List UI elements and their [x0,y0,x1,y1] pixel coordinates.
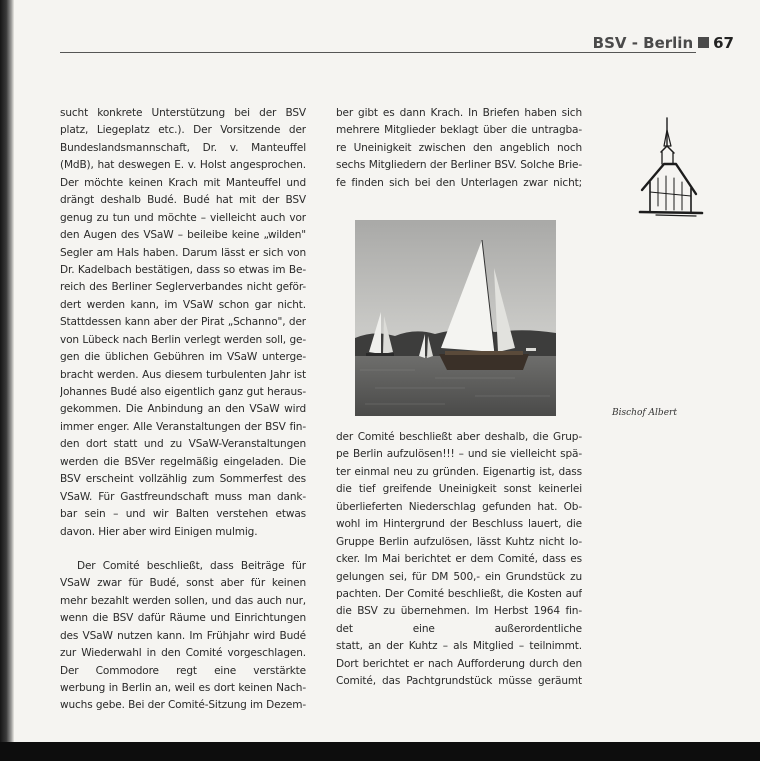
text-line: die BSV zu übernehmen. Im Herbst 1964 fin- [336,605,582,618]
text-line: bar sein – und wir Balten verstehen etwas [60,508,306,521]
left-column [60,105,306,715]
sailboats-photo [355,220,556,416]
page-number: 67 [713,34,734,52]
text-line: den dort statt und zu VSaW-Veranstaltungen [60,438,306,451]
text-line: Dr. Kadelbach bestätigen, dass so etwas im Be- [60,263,306,276]
chapel-sketch-icon [636,116,706,218]
text-line: Der Comité beschließt, dass Beiträge für [77,559,306,572]
text-line: ter einmal neu zu gründen. Eigenartig ist, dass [336,465,582,478]
text-line: ber gibt es dann Krach. In Briefen haben sich [336,107,582,119]
text-line: davon. Hier aber wird Einigen mulmig. [60,525,258,538]
text-line: re Uneinigkeit zwischen den angeblich noch [336,141,582,154]
square-bullet-icon [698,37,709,48]
text-line: det eine außerordentliche [336,622,582,635]
paragraph-gap [60,541,306,558]
text-line: Dort berichtet er nach Aufforderung durch den [336,657,582,670]
text-line: statt, an der Kuhtz – als Mitglied – teilnimmt. [336,640,582,653]
text-line: (MdB), hat deswegen E. v. Holst angesprochen. [60,159,306,172]
text-line: platz, Liegeplatz etc.). Der Vorsitzende der [60,124,306,137]
text-line: Johannes Budé also eigentlich ganz gut heraus- [60,386,306,398]
sailboats-on-lake-icon [355,220,556,416]
text-line: reich des Berliner Seglerverbandes nicht geför- [60,281,306,294]
text-line: werbung in Berlin an, weil es dort keinen Nach- [60,682,306,695]
text-line: Segler am Hals haben. Darum lässt er sich von [60,246,306,259]
text-line: der Comité beschließt aber deshalb, die Grup- [336,431,582,443]
chapel-sketch [636,116,706,218]
text-line: genug zu tun und möchte – vielleicht auch vor [60,211,306,224]
text-line: zur Wiederwahl in den Comité vorgeschlagen. [60,647,306,660]
text-line: cker. Im Mai berichtet er dem Comité, dass es [336,553,582,566]
header-rule [60,52,696,53]
scan-bottom-edge [0,742,760,761]
text-line: wohl im Hintergrund der Beschluss lauert, die [336,518,582,531]
running-head [593,34,734,52]
text-line: Der möchte keinen Krach mit Manteuffel und [60,176,306,189]
right-column-top [336,105,582,192]
text-line: Bundeslandsmannschaft, Dr. v. Manteuffel [60,141,306,154]
text-line: den Augen des VSaW – beileibe keine „wilden" [60,229,306,242]
text-line: gelungen sei, für DM 500,- ein Grundstück zu [336,570,582,583]
text-line: drängt deshalb Budé. Budé hat mit der BSV [60,194,306,207]
text-line: VSaW. Für Gastfreundschaft muss man dank- [60,490,306,503]
text-line: die tief greifende Uneinigkeit sonst keinerlei [336,483,582,496]
sidebar-caption: Bischof Albert [612,408,677,418]
text-line: mehr bezahlt werden sollen, und das auch nur, [60,594,306,607]
text-line: Gruppe Berlin aufzulösen, lässt Kuhtz nicht lo- [336,535,582,548]
text-line: überlieferten Niederschlag gefunden hat. Ob- [336,500,582,513]
right-paragraph-top [336,105,582,192]
text-line: pe Berlin aufzulösen!!! – und sie vielleicht spä- [336,448,582,461]
text-line: BSV erscheint vollzählig zum Sommerfest des [60,473,306,486]
right-column-bottom [336,429,582,691]
running-head-title: BSV - Berlin [592,34,694,52]
left-paragraph-1 [60,105,306,541]
text-line: gekommen. Die Anbindung an den VSaW wird [60,403,306,416]
text-line: des VSaW nutzen kann. Im Frühjahr wird Budé [60,629,306,642]
text-line: Stattdessen kann aber der Pirat „Schanno", der [60,316,306,329]
text-line: pachten. Der Comité beschließt, die Kosten auf [336,587,582,600]
text-line: gen die üblichen Gebühren im VSaW unterge- [60,351,306,364]
text-line: Comité, das Pachtgrundstück müsse geräumt [336,675,582,688]
left-paragraph-2 [60,558,306,715]
text-line: wuchs gebe. Bei der Comité-Sitzung im Dezem- [60,699,306,712]
text-line: mehrere Mitglieder beklagt über die untragba- [336,124,582,137]
text-line: werden die BSVer regelmäßig eingeladen. Die [60,455,306,468]
text-line: sucht konkrete Unterstützung bei der BSV [60,107,306,119]
text-line: sechs Mitgliedern der Berliner BSV. Solche Brie- [336,159,582,172]
text-line: dert werden kann, im VSaW schon gar nicht. [60,298,306,311]
text-line: Der Commodore regt eine verstärkte [60,664,306,677]
text-line: VSaW zwar für Budé, sonst aber für keinen [60,577,306,590]
text-line: von Lübeck nach Berlin verlegt werden soll, ge- [60,333,306,346]
text-line: fe finden sich bei den Unterlagen zwar nicht; [336,176,582,189]
text-line: immer enger. Alle Veranstaltungen der BSV fin- [60,420,306,433]
right-paragraph-bottom [336,429,582,691]
book-spine-shadow [0,0,14,742]
text-line: bracht werden. Aus diesem turbulenten Jahr ist [60,368,306,381]
text-line: wenn die BSV dafür Räume und Einrichtungen [60,612,306,625]
